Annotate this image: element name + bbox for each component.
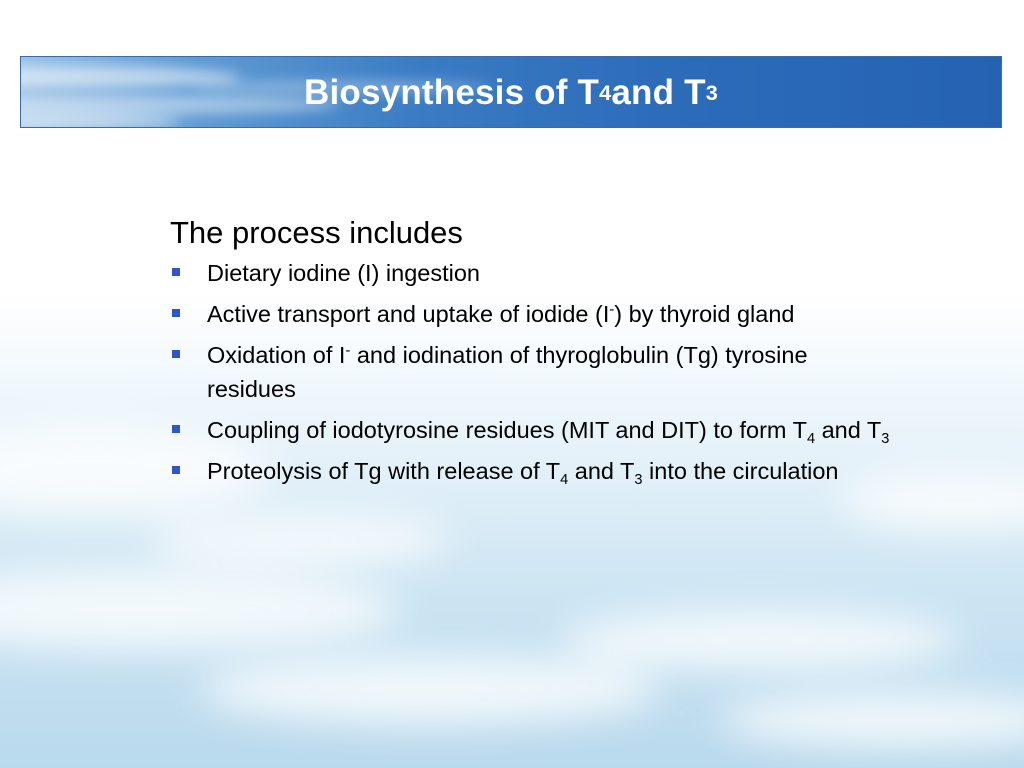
square-bullet-icon <box>172 268 180 276</box>
superscript: - <box>345 343 351 359</box>
bullet-text: Dietary iodine (I) ingestion <box>207 260 480 286</box>
title-text-2: and T <box>611 73 706 112</box>
title-text-1: Biosynthesis of T <box>304 73 600 112</box>
bullet-text: ) by thyroid gland <box>614 301 795 327</box>
square-bullet-icon <box>172 425 180 433</box>
square-bullet-icon <box>172 309 180 317</box>
list-item <box>170 413 890 447</box>
slide-content <box>170 214 890 495</box>
title-bar <box>20 56 1002 128</box>
list-item <box>170 338 890 406</box>
bullet-text: Active transport and uptake of iodide (I <box>207 301 610 327</box>
list-item <box>170 297 890 331</box>
bullet-text: Oxidation of I <box>207 342 346 368</box>
bullet-text: into the circulation <box>642 458 839 484</box>
bullet-list <box>170 256 890 488</box>
subscript: 3 <box>881 431 890 447</box>
bullet-text: Coupling of iodotyrosine residues (MIT and DIT) to form T <box>207 417 807 443</box>
subscript: 3 <box>634 472 643 488</box>
bullet-text: and T <box>568 458 635 484</box>
bullet-text: and T <box>815 417 882 443</box>
subscript: 4 <box>806 431 816 447</box>
list-item <box>170 256 890 290</box>
slide-title: Biosynthesis of T 4 and T 3 <box>304 73 718 112</box>
lead-text: The process includes <box>170 215 463 250</box>
bullet-text: and iodination of thyroglobulin (Tg) tyrosine residues <box>207 342 808 402</box>
list-item <box>170 454 890 488</box>
superscript: - <box>609 302 615 318</box>
square-bullet-icon <box>172 466 180 474</box>
bullet-text: Proteolysis of Tg with release of T <box>207 458 561 484</box>
subscript: 4 <box>560 472 569 488</box>
square-bullet-icon <box>172 350 180 358</box>
